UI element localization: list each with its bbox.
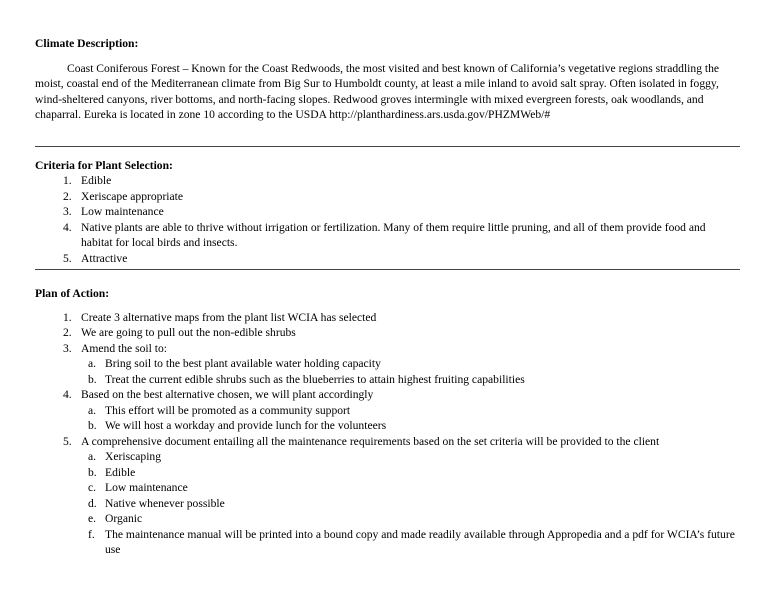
- criteria-section: [35, 158, 740, 267]
- climate-section: [35, 36, 740, 123]
- list-item: 3. Amend the soil to:: [63, 341, 167, 355]
- sub-list-item: d. Native whenever possible: [88, 496, 225, 510]
- criteria-list: [35, 173, 740, 266]
- plan-heading: Plan of Action:: [35, 287, 110, 300]
- document-page: [35, 36, 740, 558]
- section-divider: [35, 269, 740, 270]
- list-item: 1. Edible: [63, 174, 112, 187]
- climate-paragraph: Coast Coniferous Forest – Known for the Coast Redwoods, the most visited and best known of California’s vegetative regions straddling the moist, coastal end of the Mediterranean climate from Big Sur to Humboldt county, at least a mile inland to avoid salt spray. Often isolated in foggy, wind-sheltered canyons, river bottoms, and north-facing slopes. Redwood groves intermingle with mixed evergreen forests, oak woodlands, and chaparral. Eureka is located in zone 10 according to the USDA http://planthardiness.ars.usda.gov/PHZMWeb/#: [35, 61, 720, 121]
- list-item: 4. Native plants are able to thrive without irrigation or fertilization. Many of them require little pruning, and all of them provide food and habitat for local birds and insects.: [63, 220, 706, 249]
- plan-section: [35, 286, 740, 558]
- list-item: 5. A comprehensive document entailing all the maintenance requirements based on the set criteria will be provided to the client: [63, 434, 660, 448]
- sub-list-item: b. Treat the current edible shrubs such as the blueberries to attain highest fruiting capabilities: [88, 372, 525, 386]
- criteria-heading: Criteria for Plant Selection:: [35, 158, 173, 172]
- list-item: 2. We are going to pull out the non-edible shrubs: [63, 326, 296, 339]
- sub-list-item: a. Xeriscaping: [88, 450, 162, 463]
- list-item: 5. Attractive: [63, 251, 128, 265]
- sub-list-item: a. Bring soil to the best plant available water holding capacity: [88, 357, 381, 370]
- sub-list-item: b. Edible: [88, 465, 136, 479]
- section-divider: [35, 146, 740, 147]
- plan-list: [35, 310, 740, 558]
- sub-list-item: e. Organic: [88, 512, 143, 525]
- sub-list-item: a. This effort will be promoted as a community support: [88, 403, 351, 417]
- sub-list-item: b. We will host a workday and provide lunch for the volunteers: [88, 419, 387, 432]
- sub-list-item: c. Low maintenance: [88, 481, 188, 494]
- list-item: 4. Based on the best alternative chosen, we will plant accordingly: [63, 388, 374, 401]
- climate-heading: Climate Description:: [35, 37, 139, 50]
- sub-list-item: f. The maintenance manual will be printed into a bound copy and made readily available through Appropedia and a pdf for WCIA’s future use: [88, 527, 735, 556]
- list-item: 1. Create 3 alternative maps from the plant list WCIA has selected: [63, 310, 377, 324]
- list-item: 3. Low maintenance: [63, 205, 164, 218]
- list-item: 2. Xeriscape appropriate: [63, 189, 184, 203]
